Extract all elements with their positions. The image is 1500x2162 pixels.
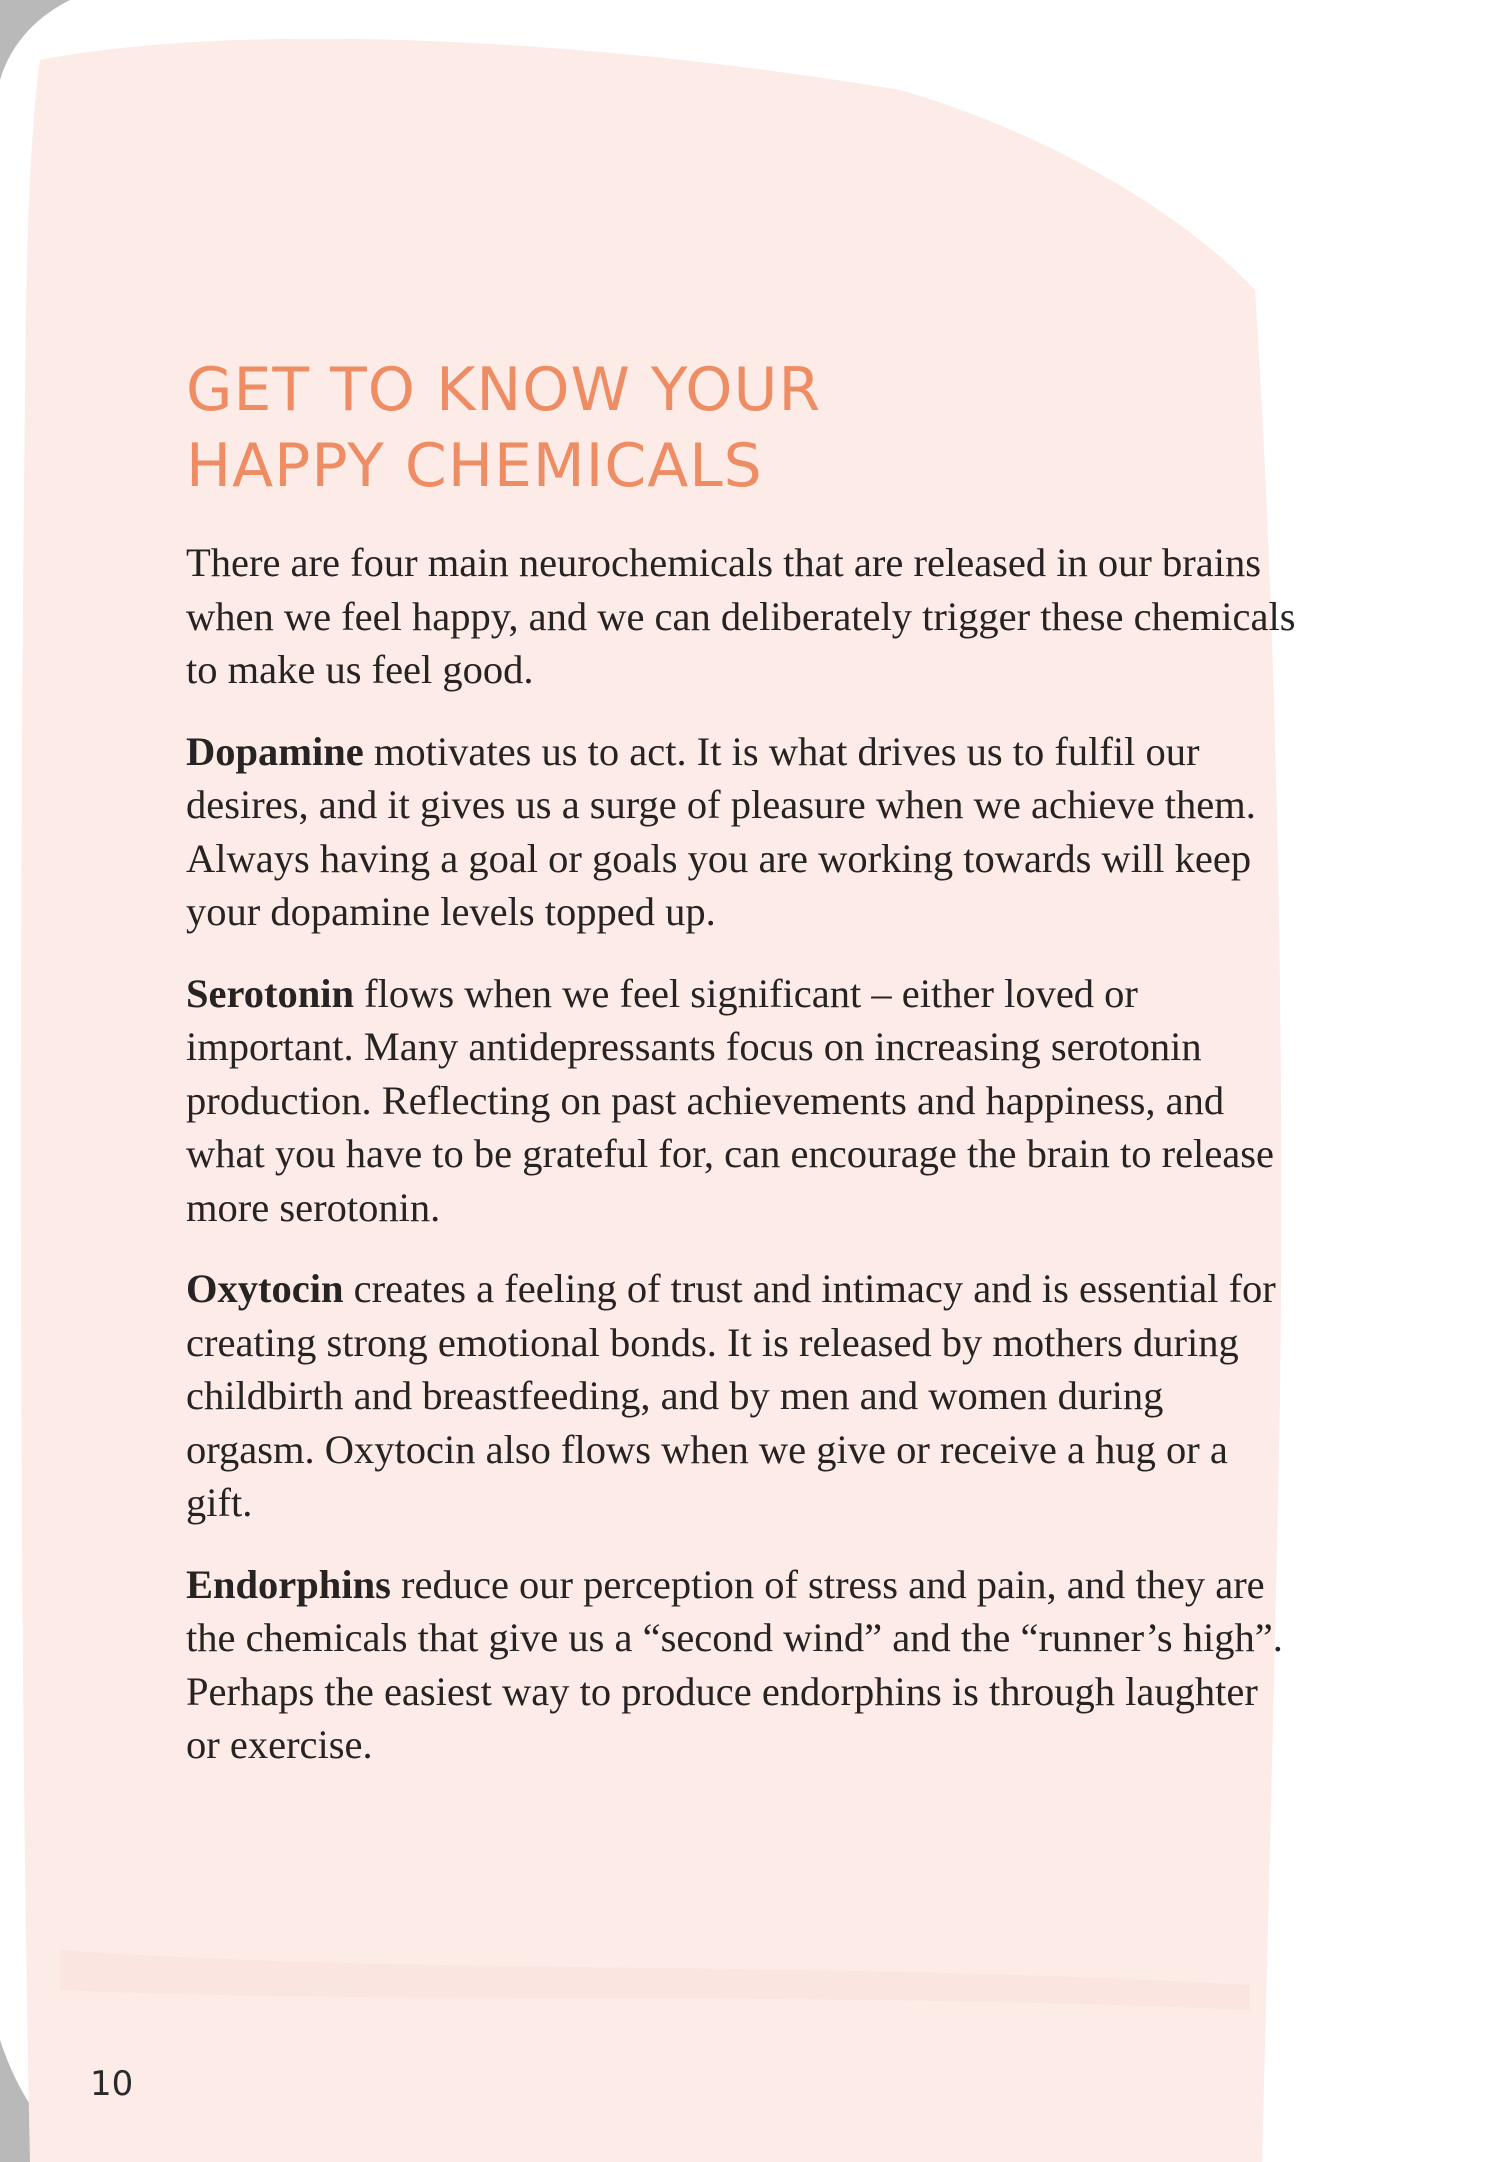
serotonin-text: flows when we feel significant – either loved or important. Many antidepressants focus on increasing serotonin production. Reflecting on past achievements and happiness, and what you have to be grateful for, can encourage the brain to release more serotonin. [186, 970, 1275, 1230]
dopamine-term: Dopamine [186, 728, 364, 774]
dopamine-text: motivates us to act. It is what drives us to fulfil our desires, and it gives us a surge of pleasure when we achieve them. Always having a goal or goals you are working towards will keep your dopamine levels topped up. [186, 728, 1256, 934]
dopamine-paragraph [186, 725, 1296, 939]
endorphins-term: Endorphins [186, 1561, 391, 1607]
endorphins-paragraph [186, 1558, 1296, 1772]
oxytocin-term: Oxytocin [186, 1266, 344, 1311]
serotonin-paragraph [186, 967, 1296, 1235]
serotonin-term: Serotonin [186, 970, 355, 1016]
body-text [186, 536, 1296, 1800]
oxytocin-paragraph [186, 1262, 1296, 1530]
intro-paragraph: There are four main neurochemicals that are released in our brains when we feel happy, and we can deliberately trigger these chemicals to make us feel good. [186, 540, 1296, 692]
heading-line-2: HAPPY CHEMICALS [186, 431, 763, 501]
endorphins-text: reduce our perception of stress and pain, and they are the chemicals that give us a “second wind” and the “runner’s high”. Perhaps the easiest way to produce endorphins is through laughter or exercise. [186, 1561, 1283, 1767]
page-number: 10 [90, 2064, 134, 2104]
page-heading [186, 352, 821, 504]
heading-line-1: GET TO KNOW YOUR [186, 355, 822, 425]
oxytocin-text: creates a feeling of trust and intimacy and is essential for creating strong emotional bonds. It is released by mothers during childbirth and breastfeeding, and by men and women during orgasm. Oxytocin also flows when we give or receive a hug or a gift. [186, 1266, 1276, 1525]
